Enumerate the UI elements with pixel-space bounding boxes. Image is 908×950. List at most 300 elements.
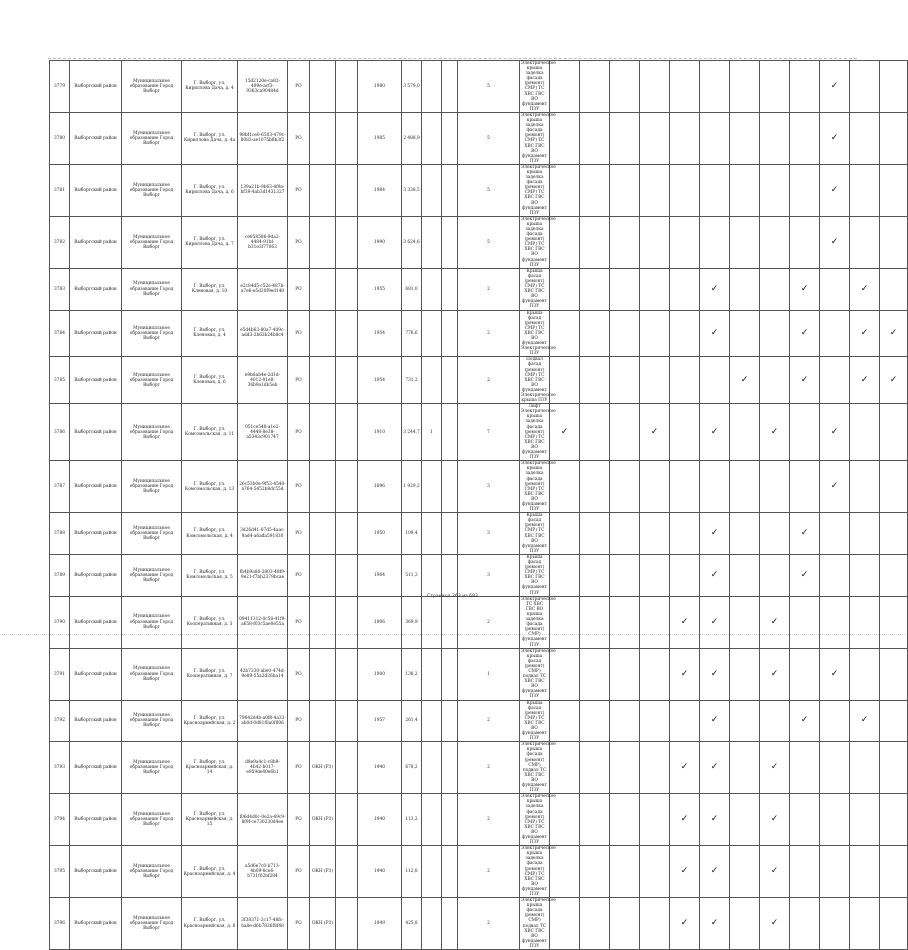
blank-cell (336, 268, 358, 310)
municipality-cell: Муниципальное образование Город Выборг (122, 461, 182, 513)
work-check-cell (610, 554, 640, 596)
lifts-cell (422, 596, 442, 648)
checkmark-icon: ✓ (860, 327, 869, 338)
address-cell: Г. Выборг, ул. Кленовая, д. 10 (182, 268, 238, 310)
work-check-cell (760, 461, 790, 513)
work-check-cell (640, 164, 670, 216)
municipality-cell: Муниципальное образование Город Выборг (122, 700, 182, 742)
floors-cell: 5 (458, 164, 520, 216)
district-cell: Выборгский район (70, 112, 122, 164)
blank-cell (336, 794, 358, 846)
floors-cell: 3 (458, 513, 520, 555)
area-cell: 511,3 (402, 554, 422, 596)
work-check-cell (760, 513, 790, 555)
work-check-cell (580, 310, 610, 357)
guid-cell: a5d6e7c0-b713-4b09-8ce6-b731f02bf284 (238, 846, 288, 898)
work-check-cell (820, 846, 850, 898)
heritage-cell: ОКН (Р3) (310, 742, 336, 794)
checkmark-icon: ✓ (889, 374, 898, 385)
work-check-cell (670, 898, 700, 950)
work-check-cell (610, 898, 640, 950)
work-check-cell (700, 898, 730, 950)
work-check-cell (880, 112, 908, 164)
work-check-cell (550, 61, 580, 113)
work-check-cell (580, 216, 610, 268)
lifts-cell (422, 310, 442, 357)
guid-cell: 79642d4b-a0f8-4a33-ab0d-0d81f8a0f806 (238, 700, 288, 742)
municipality-cell: Муниципальное образование Город Выборг (122, 648, 182, 700)
lifts-cell (422, 461, 442, 513)
municipality-cell: Муниципальное образование Город Выборг (122, 216, 182, 268)
table-row (50, 700, 908, 742)
ownership-cell: РО (288, 61, 310, 113)
guid-cell: 98bf1ce0-6503-479c-8083-ae1075b8b3f2 (238, 112, 288, 164)
checkmark-icon: ✓ (830, 481, 839, 492)
work-check-cell (580, 648, 610, 700)
extra-cell (442, 268, 458, 310)
row-number: 3792 (50, 700, 70, 742)
table-row (50, 164, 908, 216)
work-check-cell (850, 268, 880, 310)
work-check-cell (580, 846, 610, 898)
guid-cell: 09411312-0c58-41f9-a658-f03c5ae0e55a (238, 596, 288, 648)
year-cell: 1964 (358, 554, 402, 596)
work-check-cell (880, 898, 908, 950)
work-check-cell (760, 164, 790, 216)
work-check-cell (820, 310, 850, 357)
work-check-cell (880, 216, 908, 268)
work-check-cell (880, 404, 908, 461)
guid-cell: e2c84d5-c52e-487b-a7e6-e5d20f9ed140 (238, 268, 288, 310)
extra-cell (442, 112, 458, 164)
work-check-cell (700, 700, 730, 742)
work-check-cell (700, 357, 730, 404)
work-check-cell (580, 898, 610, 950)
heritage-cell: ОКН (Р3) (310, 794, 336, 846)
blank-cell (336, 742, 358, 794)
work-check-cell (580, 794, 610, 846)
district-cell: Выборгский район (70, 268, 122, 310)
table-row (50, 461, 908, 513)
work-check-cell (640, 554, 670, 596)
checkmark-icon: ✓ (710, 918, 719, 929)
ownership-cell: РО (288, 513, 310, 555)
table-row (50, 404, 908, 461)
district-cell: Выборгский район (70, 61, 122, 113)
district-cell: Выборгский район (70, 164, 122, 216)
area-cell: 731,2 (402, 357, 422, 404)
row-number: 3785 (50, 357, 70, 404)
work-check-cell (730, 357, 760, 404)
municipality-cell: Муниципальное образование Город Выборг (122, 898, 182, 950)
blank-cell (336, 596, 358, 648)
work-check-cell (640, 596, 670, 648)
work-check-cell (820, 461, 850, 513)
extra-cell (442, 554, 458, 596)
checkmark-icon: ✓ (560, 426, 569, 437)
district-cell: Выборгский район (70, 898, 122, 950)
housing-register-table (49, 60, 908, 950)
work-check-cell (640, 742, 670, 794)
floors-cell: 2 (458, 898, 520, 950)
year-cell: 1990 (358, 216, 402, 268)
extra-cell (442, 898, 458, 950)
row-number: 3779 (50, 61, 70, 113)
checkmark-icon: ✓ (860, 283, 869, 294)
work-check-cell (760, 216, 790, 268)
work-check-cell (610, 513, 640, 555)
work-check-cell (610, 596, 640, 648)
work-check-cell (820, 404, 850, 461)
work-check-cell (850, 357, 880, 404)
heritage-cell (310, 596, 336, 648)
area-cell: 1 929,2 (402, 461, 422, 513)
work-check-cell (700, 648, 730, 700)
work-check-cell (550, 164, 580, 216)
extra-cell (442, 164, 458, 216)
area-cell: 109,4 (402, 513, 422, 555)
table-row (50, 268, 908, 310)
work-check-cell (640, 794, 670, 846)
floors-cell: 2 (458, 268, 520, 310)
work-check-cell (670, 268, 700, 310)
extra-cell (442, 794, 458, 846)
work-check-cell (820, 61, 850, 113)
work-check-cell (610, 216, 640, 268)
floors-cell: 5 (458, 216, 520, 268)
table-row (50, 554, 908, 596)
guid-cell: 3f38371-2c17-48fc-ba8e-d6b7826f8f48 (238, 898, 288, 950)
work-check-cell (700, 742, 730, 794)
blank-cell (336, 404, 358, 461)
area-cell: 3 338,5 (402, 164, 422, 216)
lifts-cell: 1 (422, 404, 442, 461)
work-check-cell (610, 404, 640, 461)
year-cell: 1940 (358, 794, 402, 846)
work-check-cell (880, 700, 908, 742)
district-cell: Выборгский район (70, 846, 122, 898)
work-check-cell (820, 648, 850, 700)
work-check-cell (850, 61, 880, 113)
work-check-cell (640, 700, 670, 742)
district-cell: Выборгский район (70, 310, 122, 357)
work-check-cell (790, 310, 820, 357)
works-cell: Крыша фасад (ремонт) СМР) ТС ХВС ГВС ВО фундамент ПЗУ (520, 268, 550, 310)
work-check-cell (670, 404, 700, 461)
work-check-cell (820, 112, 850, 164)
work-check-cell (880, 310, 908, 357)
extra-cell (442, 310, 458, 357)
work-check-cell (700, 404, 730, 461)
work-check-cell (760, 596, 790, 648)
guid-cell: d8e9a4c1-c8b9-4b42-b017-e959de40e6b1 (238, 742, 288, 794)
work-check-cell (730, 700, 760, 742)
blank-cell (336, 112, 358, 164)
work-check-cell (730, 461, 760, 513)
work-check-cell (580, 700, 610, 742)
heritage-cell (310, 461, 336, 513)
ownership-cell: РО (288, 164, 310, 216)
checkmark-icon: ✓ (710, 528, 719, 539)
work-check-cell (790, 268, 820, 310)
heritage-cell (310, 357, 336, 404)
floors-cell: 2 (458, 596, 520, 648)
guid-cell: fb4b9a86-2803-48f9-9e21-f7bb2379bcae (238, 554, 288, 596)
work-check-cell (730, 742, 760, 794)
row-number: 3789 (50, 554, 70, 596)
checkmark-icon: ✓ (860, 374, 869, 385)
work-check-cell (730, 794, 760, 846)
floors-cell: 5 (458, 112, 520, 164)
ownership-cell: РО (288, 357, 310, 404)
extra-cell (442, 404, 458, 461)
table-row (50, 898, 908, 950)
work-check-cell (850, 898, 880, 950)
extra-cell (442, 742, 458, 794)
works-cell: Электрическое крыша фасада (ремонт) СМР) подвал ТС ХВС ГВС ВО фундамент ПЗУ (521, 898, 556, 949)
lifts-cell (422, 700, 442, 742)
work-check-cell (700, 164, 730, 216)
work-check-cell (670, 513, 700, 555)
address-cell: Г. Выборг, ул. Комсомольская, д. 4 (182, 513, 238, 555)
checkmark-icon: ✓ (800, 283, 809, 294)
work-check-cell (610, 742, 640, 794)
lifts-cell (422, 164, 442, 216)
works-cell: Электрическое крыша заделка фасада (ремонт) СМР) ТС ХВС ГВС ВО фундамент ПЗУ (521, 846, 556, 897)
bottom-edge-rule (0, 634, 905, 635)
works-cell: Лифт Электрическое крыша заделка фасада (ремонт) СМР) ТС ХВС ГВС ВО фундамент ПЗУ (521, 404, 556, 461)
work-check-cell (550, 461, 580, 513)
municipality-cell: Муниципальное образование Город Выборг (122, 596, 182, 648)
work-check-cell (880, 461, 908, 513)
checkmark-icon: ✓ (800, 327, 809, 338)
work-check-cell (610, 61, 640, 113)
work-check-cell (700, 112, 730, 164)
work-check-cell (850, 310, 880, 357)
address-cell: Г. Выборг, ул. Кириллова Дача, д. 6 (182, 164, 238, 216)
checkmark-icon: ✓ (800, 569, 809, 580)
work-check-cell (760, 742, 790, 794)
district-cell: Выборгский район (70, 700, 122, 742)
address-cell: Г. Выборг, ул. Кооперативная, д. 3 (182, 596, 238, 648)
work-check-cell (880, 268, 908, 310)
municipality-cell: Муниципальное образование Город Выборг (122, 310, 182, 357)
year-cell: 1954 (358, 357, 402, 404)
work-check-cell (850, 846, 880, 898)
address-cell: Г. Выборг, ул. Кленовая, д. 4 (182, 310, 238, 357)
work-check-cell (580, 268, 610, 310)
work-check-cell (790, 846, 820, 898)
work-check-cell (700, 513, 730, 555)
works-cell: Электрическое крыша заделка фасада (ремонт) СМР) ТС ХВС ГВС ВО фундамент ПЗУ (521, 164, 556, 216)
year-cell: 1940 (358, 742, 402, 794)
works-cell: Электрическое крыша фасад (ремонт) СМР) подвал ТС ХВС ГВС ВО фундамент ПЗУ (521, 648, 556, 700)
work-check-cell (610, 268, 640, 310)
extra-cell (442, 700, 458, 742)
extra-cell (442, 216, 458, 268)
blank-cell (336, 513, 358, 555)
work-check-cell (730, 846, 760, 898)
heritage-cell (310, 164, 336, 216)
area-cell: 369,9 (402, 596, 422, 648)
checkmark-icon: ✓ (680, 616, 689, 627)
blank-cell (336, 700, 358, 742)
work-check-cell (730, 310, 760, 357)
checkmark-icon: ✓ (680, 814, 689, 825)
area-cell: 778,6 (402, 310, 422, 357)
work-check-cell (670, 112, 700, 164)
checkmark-icon: ✓ (770, 762, 779, 773)
checkmark-icon: ✓ (830, 236, 839, 247)
work-check-cell (640, 404, 670, 461)
checkmark-icon: ✓ (710, 814, 719, 825)
blank-cell (336, 648, 358, 700)
checkmark-icon: ✓ (830, 132, 839, 143)
checkmark-icon: ✓ (770, 668, 779, 679)
work-check-cell (640, 898, 670, 950)
work-check-cell (820, 700, 850, 742)
work-check-cell (580, 742, 610, 794)
work-check-cell (550, 742, 580, 794)
blank-cell (336, 461, 358, 513)
heritage-cell (310, 268, 336, 310)
work-check-cell (580, 596, 610, 648)
work-check-cell (850, 461, 880, 513)
row-number: 3788 (50, 513, 70, 555)
ownership-cell: РО (288, 310, 310, 357)
work-check-cell (760, 404, 790, 461)
year-cell: 1980 (358, 61, 402, 113)
checkmark-icon: ✓ (680, 762, 689, 773)
work-check-cell (850, 554, 880, 596)
district-cell: Выборгский район (70, 216, 122, 268)
floors-cell: 2 (458, 310, 520, 357)
district-cell: Выборгский район (70, 742, 122, 794)
lifts-cell (422, 554, 442, 596)
top-dashed-rule (48, 58, 857, 59)
floors-cell: 2 (458, 794, 520, 846)
floors-cell: 1 (458, 648, 520, 700)
work-check-cell (760, 357, 790, 404)
area-cell: 425,8 (402, 898, 422, 950)
work-check-cell (760, 898, 790, 950)
works-cell: Крыша фасад (ремонт) СМР) ТС ХВС ГВС ВО фундамент ПЗУ (520, 513, 550, 555)
heritage-cell (310, 310, 336, 357)
work-check-cell (730, 216, 760, 268)
work-check-cell (700, 846, 730, 898)
year-cell: 1900 (358, 648, 402, 700)
lifts-cell (422, 513, 442, 555)
work-check-cell (850, 112, 880, 164)
work-check-cell (820, 513, 850, 555)
extra-cell (442, 648, 458, 700)
work-check-cell (610, 357, 640, 404)
district-cell: Выборгский район (70, 794, 122, 846)
checkmark-icon: ✓ (830, 668, 839, 679)
work-check-cell (640, 648, 670, 700)
floors-cell: 2 (458, 742, 520, 794)
row-number: 3796 (50, 898, 70, 950)
address-cell: Г. Выборг, ул. Кооперативная, д. 7 (182, 648, 238, 700)
table-row (50, 794, 908, 846)
checkmark-icon: ✓ (680, 918, 689, 929)
work-check-cell (820, 164, 850, 216)
checkmark-icon: ✓ (860, 715, 869, 726)
work-check-cell (760, 310, 790, 357)
ownership-cell: РО (288, 794, 310, 846)
work-check-cell (790, 898, 820, 950)
area-cell: 3 579,0 (402, 61, 422, 113)
work-check-cell (850, 794, 880, 846)
work-check-cell (760, 61, 790, 113)
checkmark-icon: ✓ (830, 184, 839, 195)
heritage-cell (310, 216, 336, 268)
work-check-cell (850, 648, 880, 700)
checkmark-icon: ✓ (830, 80, 839, 91)
work-check-cell (820, 357, 850, 404)
checkmark-icon: ✓ (770, 616, 779, 627)
work-check-cell (580, 357, 610, 404)
work-check-cell (700, 216, 730, 268)
work-check-cell (670, 554, 700, 596)
checkmark-icon: ✓ (710, 762, 719, 773)
works-cell: Электрическое крыша заделка фасада (ремонт) СМР) ТС ХВС ГВС ВО фундамент ПЗУ (521, 461, 556, 513)
works-cell: Электрическое крыша заделка фасада (ремонт) СМР) ТС ХВС ГВС ВО фундамент ПЗУ (521, 216, 556, 268)
municipality-cell: Муниципальное образование Город Выборг (122, 404, 182, 461)
checkmark-icon: ✓ (770, 918, 779, 929)
checkmark-icon: ✓ (710, 715, 719, 726)
work-check-cell (640, 112, 670, 164)
lifts-cell (422, 112, 442, 164)
work-check-cell (790, 794, 820, 846)
work-check-cell (550, 596, 580, 648)
work-check-cell (640, 61, 670, 113)
work-check-cell (790, 554, 820, 596)
floors-cell: 3 (458, 461, 520, 513)
checkmark-icon: ✓ (830, 426, 839, 437)
work-check-cell (820, 794, 850, 846)
work-check-cell (760, 700, 790, 742)
lifts-cell (422, 61, 442, 113)
work-check-cell (760, 554, 790, 596)
work-check-cell (730, 268, 760, 310)
work-check-cell (550, 700, 580, 742)
floors-cell: 7 (458, 404, 520, 461)
municipality-cell: Муниципальное образование Город Выборг (122, 513, 182, 555)
extra-cell (442, 357, 458, 404)
municipality-cell: Муниципальное образование Город Выборг (122, 61, 182, 113)
work-check-cell (640, 461, 670, 513)
blank-cell (336, 357, 358, 404)
checkmark-icon: ✓ (710, 866, 719, 877)
address-cell: Г. Выборг, ул. Красноармейская, д. 6 (182, 898, 238, 950)
lifts-cell (422, 794, 442, 846)
year-cell: 1896 (358, 461, 402, 513)
work-check-cell (790, 461, 820, 513)
municipality-cell: Муниципальное образование Город Выборг (122, 357, 182, 404)
row-number: 3787 (50, 461, 70, 513)
work-check-cell (820, 742, 850, 794)
blank-cell (336, 554, 358, 596)
work-check-cell (880, 357, 908, 404)
work-check-cell (760, 112, 790, 164)
floors-cell: 3 (458, 554, 520, 596)
municipality-cell: Муниципальное образование Город Выборг (122, 554, 182, 596)
work-check-cell (670, 648, 700, 700)
work-check-cell (550, 513, 580, 555)
municipality-cell: Муниципальное образование Город Выборг (122, 112, 182, 164)
blank-cell (336, 164, 358, 216)
